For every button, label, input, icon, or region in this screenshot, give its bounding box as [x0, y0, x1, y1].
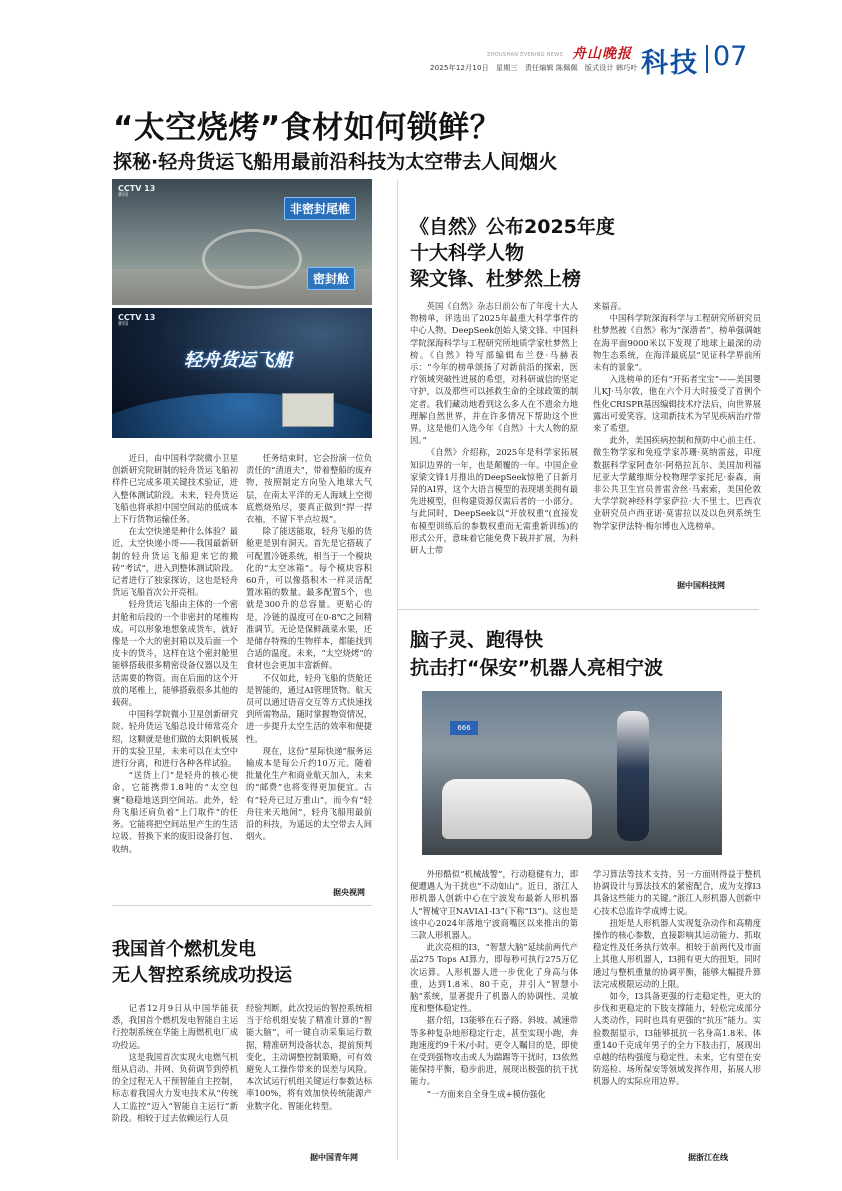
power-article-credit: 据中国青年网 [310, 1153, 358, 1162]
robot-article-column-1 [410, 868, 578, 1158]
cctv-channel: CCTV 13 [118, 313, 156, 322]
cctv-logo [118, 185, 155, 198]
paragraph: 外形酷似“机械战警”，行动稳健有力，即便遭遇人为干扰也“不动如山”。近日，浙江人形机器人创新中心在宁波发布最新人形机器人“智械守卫NAVIA1-I3”(下称“I3”)。这也是该中心2024年落地宁波商嘴区以来推出的第三款人形机器人。 [410, 869, 578, 941]
main-headline: “太空烧烤”食材如何锁鲜？ [113, 110, 502, 146]
column-divider [397, 180, 398, 1160]
paragraph: 来福音。 [593, 301, 627, 311]
section-title: 科技 [641, 48, 699, 79]
parking-sign: 666 [450, 721, 478, 735]
nature-article-headline [410, 214, 615, 292]
robot-parking-photo [422, 691, 722, 855]
paragraph: 如今，I3具备更强的行走稳定性，更大的步伐和更稳定的下肢支撑能力，轻松完成部分人类动作，同时也具有更强的“抗压”能力。实验数据显示，I3能够抵抗一名身高1.8米、体重140千克成年男子的全力下肢击打，展现出卓越的结构强度与稳定性。未来，它有望在安防巡检、场所保安等领域发挥作用，拓展人形机器人的实际应用边界。 [593, 991, 761, 1087]
cctv-channel: CCTV 13 [118, 184, 156, 193]
photo-tag-tail: 非密封尾椎 [284, 197, 356, 220]
paragraph: 英国《自然》杂志日前公布了年度十大人物榜单，评选出了2025年最重大科学事件的中心人物。DeepSeek创始人梁文锋、中国科学院深海科学与工程研究所地质学家杜梦然上榜。《自然》特写部编辑布兰登·马赫表示：“今年的榜单颂扬了对新前沿的探索，医疗领域突破性进展的希望，对科研诚信的坚定守护，以及那些可以拯救生命的全球政策的制定者。我们藏动地看到这么多人在不遗余力地理解自然世界，并在许多情况下帮助这个世界。这是他们入选今年《自然》十大人物的原因。” [410, 301, 578, 446]
headline-line: 《自然》公布2025年度 [410, 216, 615, 238]
masthead-divider [706, 45, 708, 73]
paragraph: 不仅如此，轻舟飞船的货舱还是智能的，通过AI管理货物。航天员可以通过语音交互等方式快速找到所需物品，随时掌握物资情况，进一步提升太空生活的效率和便捷性。 [246, 672, 372, 744]
headline-line: 无人智控系统成功投运 [112, 965, 292, 986]
main-article-column-1 [112, 452, 238, 902]
headline-line: 抗击打“保安”机器人亮相宁波 [410, 657, 663, 679]
cctv-channel-sub: 新闻 [118, 321, 129, 327]
headline-line: 脑子灵、跑得快 [410, 629, 544, 651]
robot-article-headline [410, 626, 663, 682]
nature-article-column-1 [410, 300, 578, 585]
date-line: 2025年12月10日 星期三 责任编辑 陈佩佩 版式设计 韩巧叶 [430, 64, 638, 72]
paragraph: 现在，这份“星际快递”服务运输成本是每公斤约10万元。随着批量化生产和商业航天加入，未来的“邮费”也将变得更加便宜。古有“轻舟已过万重山”，而今有“轻舟往来天地间”，轻舟飞船用最前沿的科技，为遥远的太空带去人间烟火。 [246, 745, 372, 842]
headline-line: 梁文锋、杜梦然上榜 [410, 268, 582, 290]
nature-article-credit: 据中国科技网 [677, 581, 725, 590]
white-car [442, 779, 592, 839]
paragraph: 中国科学院深海科学与工程研究所研究员杜梦然被《自然》称为“深潜者”，榜单强调她在海平面9000米以下发现了地球上最深的动物生态系统，在海洋最底层“见证科学界前所未有的景象”。 [593, 313, 761, 373]
nature-article-column-2 [593, 300, 761, 585]
paragraph: “一方面来自全身生成+模仿强化 [426, 1088, 546, 1099]
spacecraft-orbit-photo [112, 308, 372, 438]
newspaper-logo: 舟山晚报 [572, 46, 632, 62]
section-divider [397, 609, 759, 610]
paragraph: 轻舟货运飞船由主体的一个密封舱和后段的一个非密封的尾椎构成。可以形象地想象成货车，就好像是一个大的密封箱以及后面一个皮卡的货斗，这样在这个密封舱里能够搭载很多精密设备仪器以及生活需要的物资。而在后面的这个开放的尾椎上，能够搭载很多其他的载荷。 [112, 599, 238, 708]
section-divider [112, 905, 372, 906]
page-number: 07 [713, 41, 748, 72]
paragraph: 除了能送能取，轻舟飞船的货舱更是别有洞天。首先是它搭载了可配置冷链系统，相当于一个模块化的“太空冰箱”。每个模块容积60升，可以像搭积木一样灵活配置冰箱的数量。最多配置5个，也就是300升的总容量。更贴心的是，冷链的温度可在0-8℃之间精准调节。无论是保鲜蔬菜水果，还是储存特殊的生物样本，都能找到合适的温度。未来，“太空烧烤”的食材也会更加丰富新鲜。 [246, 526, 372, 671]
paragraph: 这是我国首次实现火电燃气机组从启动、并网、负荷调节到停机的全过程无人干预智能自主控制，标志着我国火力发电技术从“传统人工监控”迈入“智能自主运行”新阶段。相较于过去依赖运行人员 [112, 1051, 238, 1123]
paragraph: 扭矩是人形机器人实现复杂动作和高精度操作的核心参数，直接影响其运动能力、抓取稳定性及任务执行效率。相较于前两代及市面上其他人形机器人，I3拥有更大的扭矩，同时通过与整机重量的协调平衡，能够大幅提升算法完成极限运动的上限。 [593, 917, 761, 989]
power-article-column-1 [112, 1002, 238, 1162]
cctv-channel-sub: 新闻 [118, 192, 129, 198]
power-article-headline [112, 937, 292, 989]
main-article-column-2 [246, 452, 372, 892]
power-article-column-2 [246, 1002, 372, 1152]
paragraph: 学习算法等技术支持，另一方面则得益于整机协调设计与算法技术的紧密配合，成为支撑I3具备这些能力的关键。”浙江人形机器人创新中心技术总监许学成博士说。 [593, 869, 761, 916]
robot-article-column-2 [593, 868, 761, 1158]
humanoid-robot [617, 711, 649, 841]
spacecraft-render [282, 393, 334, 427]
paragraph: 《自然》介绍称，2025年是科学家拓展知识边界的一年，也是颠覆的一年。中国企业家梁文锋1月推出的DeepSeek惊艳了日新月异的AI界，这个大语言模型的表现堪美拥有最先进模型，但构建资源仅需后者的一小部分。与此同时，DeepSeek以“开放权重”(直接发布模型训练后的参数权重而无需重新训练)的形式公开，意味着它能免费下载并扩展，为科研人士带 [410, 447, 578, 556]
cctv-logo [118, 314, 155, 327]
paragraph: 近日，由中国科学院微小卫星创新研究院研制的轻舟货运飞船初样件已完成多项关键技术验证，进入整体测试阶段。未来，轻舟货运飞船也将承担中国空间站的低成本上下行货物运输任务。 [112, 453, 238, 525]
spacecraft-lab-photo [112, 179, 372, 305]
photo-tag-cabin: 密封舱 [307, 267, 355, 290]
headline-line: 我国首个燃机发电 [112, 939, 256, 960]
paragraph: 记者12月9日从中国华能获悉，我国首个燃机发电智能自主运行控制系统在华能上海燃机电厂成功投运。 [112, 1003, 238, 1050]
masthead-english-name: ZHOUSHAN EVENING NEWS [487, 52, 563, 58]
main-article-credit: 据央视网 [333, 888, 365, 897]
robot-article-credit: 据浙江在线 [688, 1153, 728, 1162]
paragraph: 在太空快递是种什么体验？最近，太空快递小哥——我国最新研制的轻舟货运飞船迎来它的搬砖”考试”，进入到整体测试阶段。记者进行了独家探访，这也是轻舟货运飞船首次公开亮相。 [112, 526, 238, 598]
paragraph: 中国科学院微小卫星创新研究院、轻舟货运飞船总设计师常亮介绍，这颗就是他们做的太阳帆板展开的实验卫星，未来可以在太空中进行分离，和进行各种各样试验。 [112, 709, 238, 769]
paragraph: 此次亮相的I3，“智慧大脑”延续前两代产品275 Tops AI算力，即每秒可执行275万亿次运算。人形机器人进一步优化了身高与体重，达到1.8米、80千克，并引入“智慧小脑”系统，显著提升了机器人的协调性、灵敏度和整体稳定性。 [410, 942, 578, 1014]
paragraph: 入选榜单的还有“开拓者宝宝”——美国婴儿KJ·马尔敦，他在六个月大时接受了首例个性化CRISPR基因编辑技术疗法后，向世界展露出可爱笑容。这项新技术为罕见疾病治疗带来了希望。 [593, 374, 761, 434]
masthead [0, 0, 842, 100]
photo-banner: 轻舟货运飞船 [184, 350, 292, 371]
paragraph: 任务结束时，它会扮演一位负责任的“清道夫”，带着整船的废弃物，按照制定方向坠入地球大气层，在南太平洋的无人海域上空彻底燃烧殆尽，要真正做到“捍一捍衣袖，不留下半点垃圾”。 [246, 453, 372, 525]
main-subheadline: 探秘·轻舟货运飞船用最前沿科技为太空带去人间烟火 [113, 151, 558, 173]
paragraph: 据介绍，I3能够在石子路、斜坡、减速带等多种复杂地形稳定行走，甚至实现小跑，奔跑速度约9千米/小时。更令人瞩目的是，即使在受到强物攻击或人为踹踢等干扰时，I3依然能保持平衡，稳步前进，展现出极强的抗干扰能力。 [410, 1015, 578, 1087]
paragraph: “送货上门”是轻舟的核心使命，它能携带1.8吨的“太空包裹”稳稳地送到空间站。此外，轻舟飞船还肩负着“上门取件”的任务。它能将把空间站里产生的生活垃圾、替换下来的废旧设备打包、收纳。 [112, 770, 238, 854]
spacecraft-model [202, 229, 302, 289]
paragraph: 此外，美国疾病控制和预防中心前主任、微生物学家和免疫学家苏珊·莫纳雷兹，印度数据科学家阿查尔·阿格拉瓦尔、美国加利福尼亚大学戴维斯分校物理学家托尼·泰森，南非公共卫生官员普雷舍丝·马索索，美国伦敦大学学院神经科学家萨拉·大不里士，巴西农业研究员卢西亚诺·莫雷拉以及以色列系统生物学家伊法特·梅尔博也入选榜单。 [593, 435, 761, 531]
paragraph: 经验判断，此次投运的智控系统相当于给机组安装了精准计算的“智能大脑”，可一键自动采集运行数据，精准研判设备状态，提前预判变化，主动调整控制策略，可有效避免人工操作带来的误差与风险。本次试运行机组关键运行参数达标率100%，将有效加快传统能源产业数字化、智能化转型。 [246, 1003, 372, 1111]
headline-line: 十大科学人物 [410, 242, 525, 264]
